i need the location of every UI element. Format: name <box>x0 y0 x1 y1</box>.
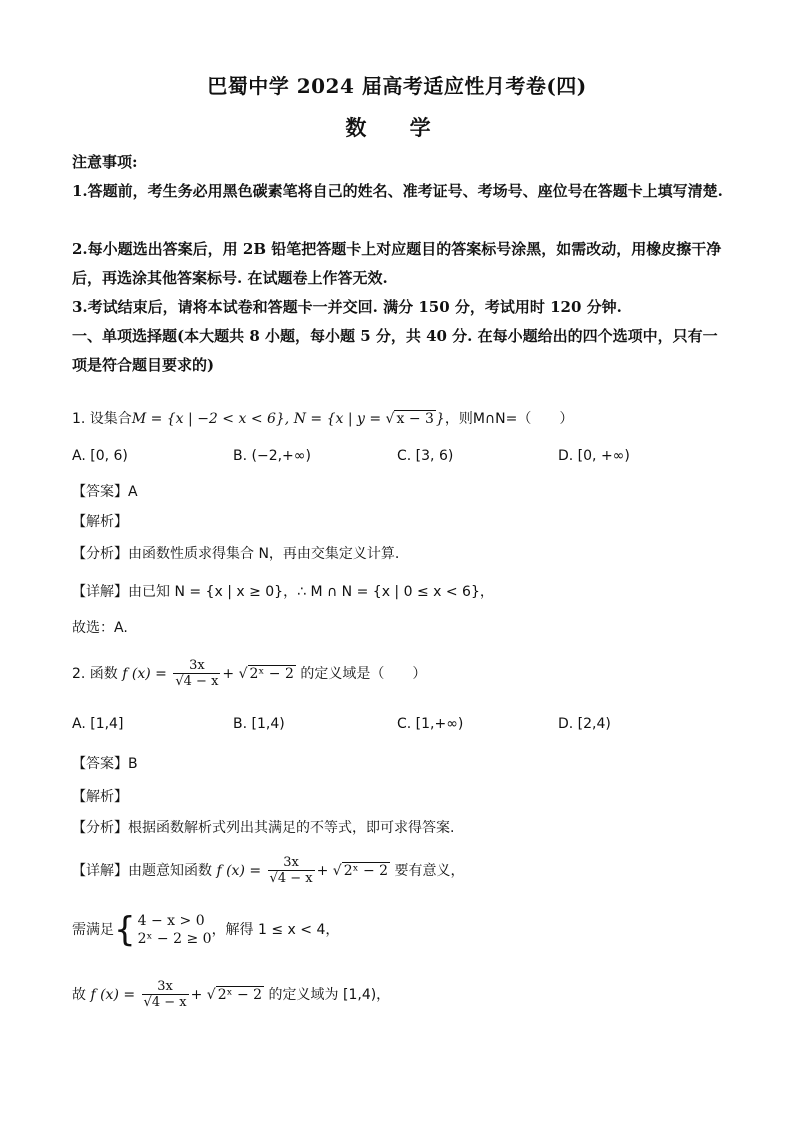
q2-option-a: A. [1,4] <box>72 716 124 732</box>
q2-answer: 【答案】B <box>72 756 138 772</box>
q1-fenxi: 【分析】由函数性质求得集合 N，再由交集定义计算. <box>72 546 400 562</box>
q2-condition: 需满足{ 4 − x > 0 2ˣ − 2 ≥ 0 ，解得 1 ≤ x < 4， <box>72 910 340 950</box>
q2-detail-fraction: $\frac{3x}{√4 - x}$ <box>269 855 313 886</box>
subject-title: 数 学 <box>345 115 449 140</box>
left-brace-icon: { <box>114 910 136 950</box>
note-2: 2.每小题选出答案后，用 2B 铅笔把答题卡上对应题目的答案标号涂黑，如需改动，用橡皮擦干净后，再选涂其他答案标号. 在试题卷上作答无效. <box>72 240 722 287</box>
section-heading: 一、单项选择题(本大题共 8 小题，每小题 5 分，共 40 分. 在每小题给出的四个选项中，只有一项是符合题目要求的) <box>72 327 718 374</box>
q1-conclusion: 故选：A. <box>72 620 128 636</box>
note-3: 3.考试结束后，请将本试卷和答题卡一并交回. 满分 150 分，考试用时 120 分钟. <box>72 298 622 316</box>
exam-title: 巴蜀中学 2024 届高考适应性月考卷(四) <box>207 74 587 98</box>
question-1-stem: 1. 设集合M = {x | −2 < x < 6}, N = {x | y = √ x − 3 }，则M∩N=（ ） <box>72 411 574 427</box>
q2-fenxi: 【分析】根据函数解析式列出其满足的不等式，即可求得答案. <box>72 820 455 836</box>
notes-heading: 注意事项: <box>72 153 138 171</box>
q2-xiangjie: 【详解】由题意知函数 f (x) = $\frac{3x}{√4 - x}$ + √ 2ˣ − 2 要有意义， <box>72 855 465 886</box>
q1-answer: 【答案】A <box>72 484 138 500</box>
question-2-stem: 2. 函数 f (x) = $\frac{3x}{√4 - x}$ + √ 2ˣ − 2 的定义域是（ ） <box>72 658 427 689</box>
q1-option-a: A. [0, 6) <box>72 448 128 464</box>
q2-fraction: $\frac{3x}{√4 - x}$ <box>175 658 219 689</box>
q2-option-d: D. [2,4) <box>558 716 611 732</box>
q1-analysis-tag: 【解析】 <box>72 514 128 530</box>
q1-option-c: C. [3, 6) <box>397 448 454 464</box>
q2-option-b: B. [1,4) <box>233 716 285 732</box>
q2-final: 故 f (x) = $\frac{3x}{√4 - x}$ + √ 2ˣ − 2 的定义域为 [1,4)， <box>72 979 391 1010</box>
q1-option-b: B. (−2,+∞) <box>233 448 311 464</box>
q2-inequality-system: 4 − x > 0 2ˣ − 2 ≥ 0 <box>137 913 212 947</box>
q2-analysis-tag: 【解析】 <box>72 789 128 805</box>
q1-option-d: D. [0, +∞) <box>558 448 630 464</box>
note-1: 1.答题前，考生务必用黑色碳素笔将自己的姓名、准考证号、考场号、座位号在答题卡上填写清楚. <box>72 182 723 200</box>
q1-xiangjie: 【详解】由已知 N = {x | x ≥ 0}，∴ M ∩ N = {x | 0 ≤ x < 6}， <box>72 584 494 600</box>
q2-final-fraction: $\frac{3x}{√4 - x}$ <box>143 979 187 1010</box>
q2-option-c: C. [1,+∞) <box>397 716 464 732</box>
